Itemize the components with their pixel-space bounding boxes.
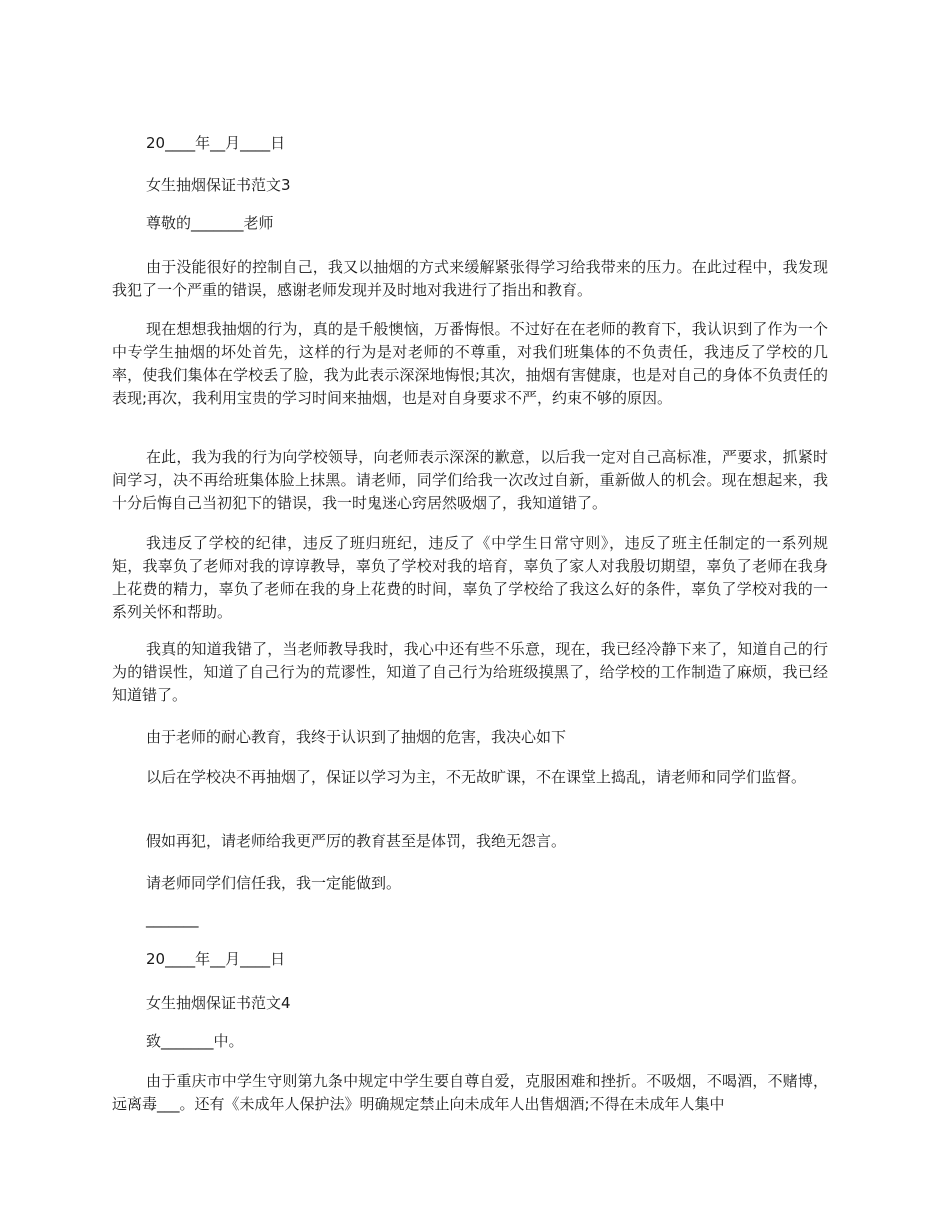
paragraph: 以后在学校决不再抽烟了，保证以学习为主，不无故旷课，不在课堂上捣乱，请老师和同学们监督。 [146, 768, 807, 786]
paragraph: 由于没能很好的控制自己，我又以抽烟的方式来缓解紧张得学习给我带来的压力。在此过程中，我发现我犯了一个严重的错误，感谢老师发现并及时地对我进行了指出和教育。 [112, 258, 828, 299]
date-line: 20____年__月____日 [146, 950, 286, 968]
paragraph: 由于重庆市中学生守则第九条中规定中学生要自尊自爱，克服困难和挫折。不吸烟，不喝酒，不赌博，远离毒___。还有《未成年人保护法》明确规定禁止向未成年人出售烟酒;不得在未成年人集中 [112, 1072, 828, 1113]
date-line: 20____年__月____日 [146, 134, 286, 152]
paragraph: 现在想想我抽烟的行为，真的是千般懊恼，万番悔恨。不过好在在老师的教育下，我认识到了作为一个中专学生抽烟的坏处首先，这样的行为是对老师的不尊重，对我们班集体的不负责任，我违反了学校的几率，使我们集体在学校丢了脸，我为此表示深深地悔恨;其次，抽烟有害健康，也是对自己的身体不负责任的表现;再次，我利用宝贵的学习时间来抽烟，也是对自身要求不严，约束不够的原因。 [112, 320, 828, 407]
paragraph: 由于老师的耐心教育，我终于认识到了抽烟的危害，我决心如下 [146, 728, 567, 746]
paragraph: 请老师同学们信任我，我一定能做到。 [146, 874, 402, 892]
paragraph: 我真的知道我错了，当老师教导我时，我心中还有些不乐意，现在，我已经冷静下来了，知道自己的行为的错误性，知道了自己行为的荒谬性，知道了自己行为给班级摸黑了，给学校的工作制造了麻烦，我已经知道错了。 [112, 640, 828, 704]
paragraph: 在此，我为我的行为向学校领导，向老师表示深深的歉意，以后我一定对自己高标准，严要求，抓紧时间学习，决不再给班集体脸上抹黑。请老师，同学们给我一次改过自新，重新做人的机会。现在想起来，我十分后悔自己当初犯下的错误，我一时鬼迷心窍居然吸烟了，我知道错了。 [112, 448, 828, 512]
section-title: 女生抽烟保证书范文3 [146, 176, 291, 194]
signature-line: _______ [146, 910, 199, 928]
paragraph: 我违反了学校的纪律，违反了班归班纪，违反了《中学生日常守则》，违反了班主任制定的一系列规矩，我辜负了老师对我的谆谆教导，辜负了学校对我的培育，辜负了家人对我殷切期望，辜负了老师在我身上花费的精力，辜负了老师在我的身上花费的时间，辜负了学校给了我这么好的条件，辜负了学校对我的一系列关怀和帮助。 [112, 534, 828, 621]
salutation: 尊敬的_______老师 [146, 214, 274, 232]
paragraph: 假如再犯，请老师给我更严厉的教育甚至是体罚，我绝无怨言。 [146, 832, 567, 850]
salutation: 致_______中。 [146, 1032, 244, 1050]
section-title: 女生抽烟保证书范文4 [146, 994, 291, 1012]
